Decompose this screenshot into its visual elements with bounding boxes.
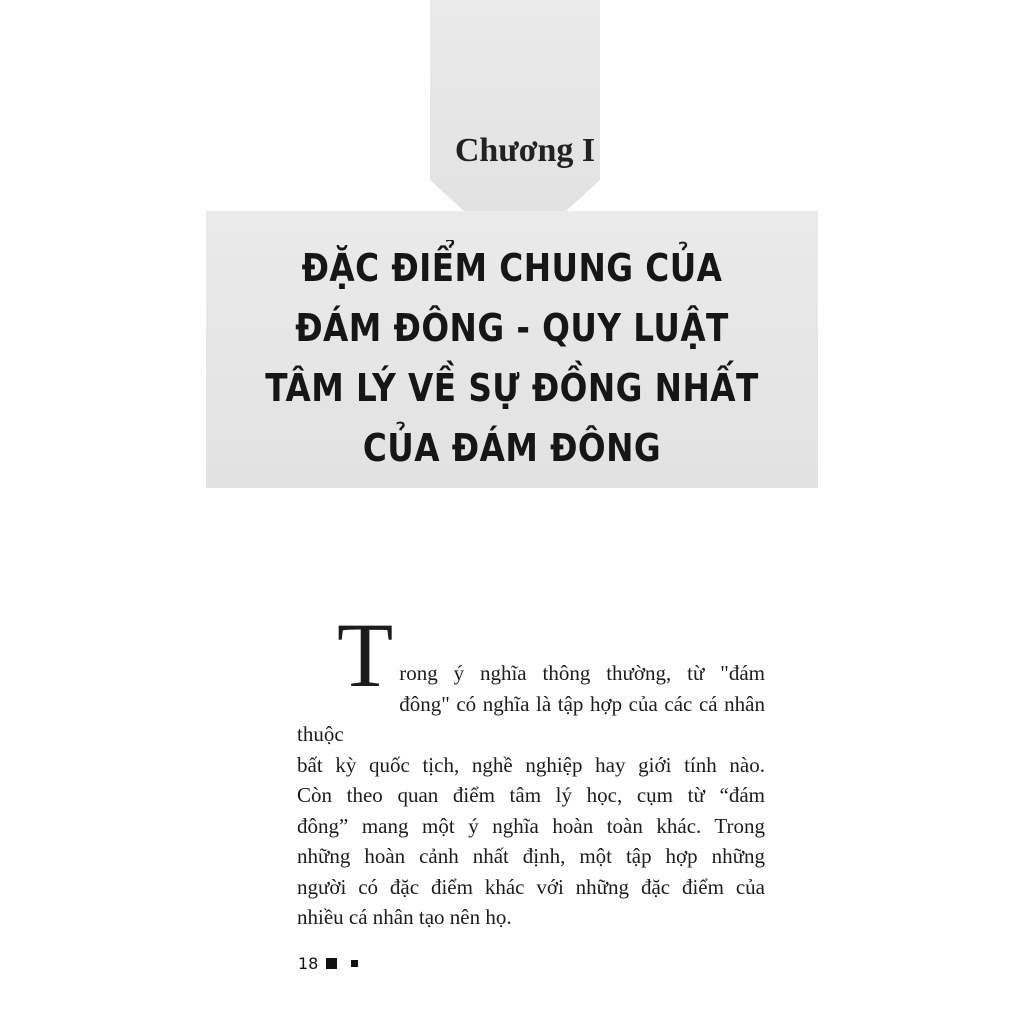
chapter-label: Chương I [454,132,596,169]
paragraph-line: những hoàn cảnh nhất định, một tập hợp những [297,844,765,868]
page-footer [298,954,358,973]
small-square-bullet-icon [351,960,358,967]
chapter-title-line: ĐẶC ĐIỂM CHUNG CỦA [301,246,723,290]
chapter-title-line: ĐÁM ĐÔNG - QUY LUẬT [295,306,729,350]
page-number: 18 [298,954,319,973]
paragraph-line: người có đặc điểm khác với những đặc điểm của [297,874,765,899]
paragraph-line: rong ý nghĩa thông thường, từ "đám [399,661,765,685]
paragraph-line: nhiều cá nhân tạo nên họ. [297,905,512,929]
body-paragraph [297,604,765,933]
paragraph-line: bất kỳ quốc tịch, nghề nghiệp hay giới tính nào. [297,752,765,777]
paragraph-line: Còn theo quan điểm tâm lý học, cụm từ “đám [297,783,765,807]
square-bullet-icon [326,958,337,969]
chapter-title-line: CỦA ĐÁM ĐÔNG [362,426,662,470]
chapter-title [251,238,774,478]
chapter-title-line: TÂM LÝ VỀ SỰ ĐỒNG NHẤT [265,366,759,410]
paragraph-line: đông" có nghĩa là tập hợp của các cá nhân thuộc [297,691,765,746]
paragraph-line: đông” mang một ý nghĩa hoàn toàn khác. Trong [297,813,765,838]
drop-cap: T [337,604,394,706]
